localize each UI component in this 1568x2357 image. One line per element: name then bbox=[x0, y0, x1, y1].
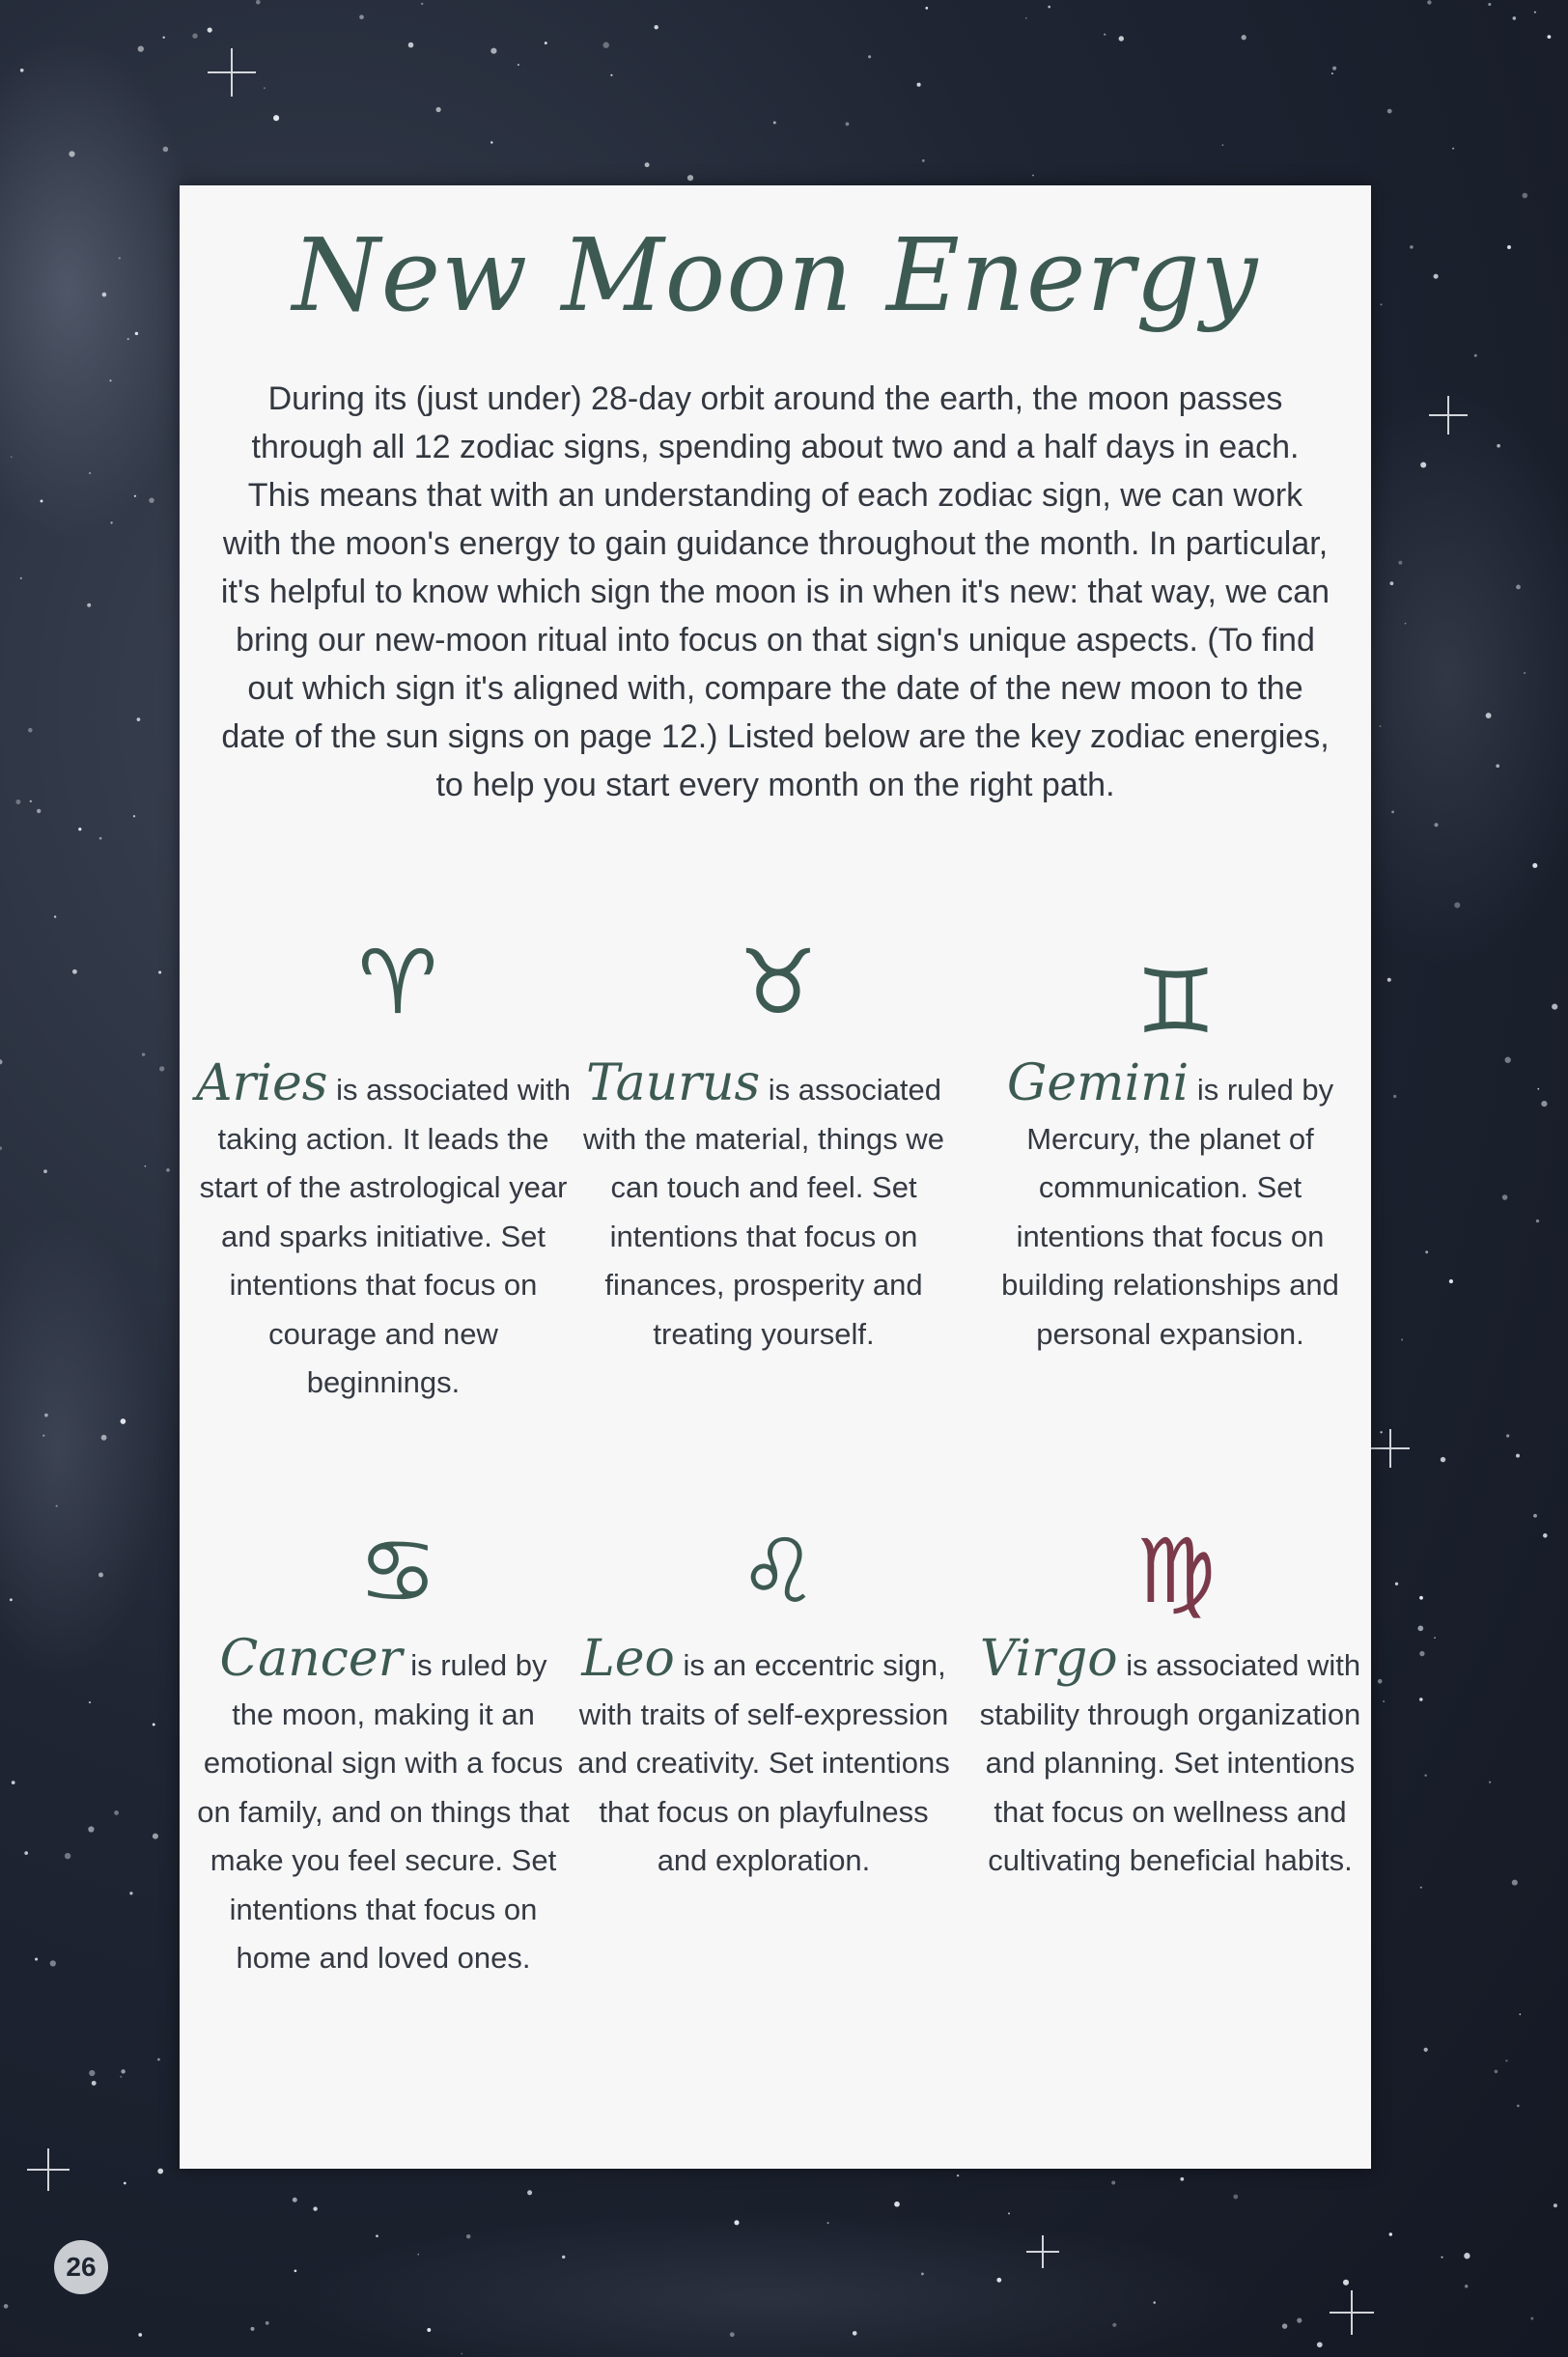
star bbox=[1380, 725, 1382, 727]
star bbox=[1119, 36, 1124, 41]
star bbox=[42, 1435, 44, 1437]
star bbox=[421, 3, 423, 5]
star bbox=[102, 293, 107, 297]
star bbox=[65, 1853, 70, 1859]
star bbox=[0, 1146, 2, 1150]
sign-name: Leo bbox=[581, 1630, 675, 1688]
star bbox=[313, 2206, 317, 2210]
star bbox=[0, 1059, 3, 1064]
star bbox=[1393, 1095, 1396, 1098]
cancer-glyph-icon: ♋ bbox=[357, 1520, 438, 1623]
star bbox=[119, 257, 121, 259]
star bbox=[1506, 1434, 1509, 1437]
star bbox=[44, 1414, 48, 1417]
star bbox=[1454, 902, 1460, 908]
star bbox=[134, 495, 136, 497]
star bbox=[101, 1435, 107, 1441]
star bbox=[1395, 1583, 1398, 1585]
star bbox=[72, 969, 77, 974]
star bbox=[490, 48, 496, 54]
star bbox=[1548, 35, 1552, 39]
star bbox=[20, 577, 22, 579]
star bbox=[98, 1572, 103, 1577]
star bbox=[149, 497, 154, 502]
star bbox=[1398, 561, 1402, 565]
star bbox=[1465, 2285, 1469, 2288]
star bbox=[1387, 978, 1391, 982]
star bbox=[153, 1834, 158, 1839]
page-number: 26 bbox=[54, 2240, 108, 2294]
star bbox=[121, 1418, 126, 1424]
star bbox=[1516, 585, 1521, 590]
star bbox=[1048, 6, 1050, 9]
sign-entry-leo bbox=[575, 1630, 952, 1886]
star bbox=[1516, 1454, 1520, 1458]
intro-paragraph: During its (just under) 28-day orbit around the earth, the moon passes through all 12 zodiac signs, spending about two and a half days in each. This means that with an understanding of each zodiac sign, we can work with the moon's energy to gain guidance throughout the month. In particular, it's helpful to know which sign the moon is in when it's new: that way, we can bring our new-moon ritual into focus on that sign's unique aspects. (To find out which sign it's aligned with, compare the date of the new moon to the date of the sun signs on page 12.) Listed below are the key zodiac energies, to help you start every month on the right path. bbox=[220, 380, 1330, 803]
sign-description: is associated with stability through organization and planning. Set intentions that focus on wellness and cultivating beneficial habits. bbox=[979, 1648, 1361, 1877]
star bbox=[1420, 1887, 1422, 1889]
star bbox=[12, 1781, 15, 1784]
star bbox=[1405, 623, 1407, 625]
sign-entry-cancer bbox=[195, 1630, 572, 1983]
sign-name: Gemini bbox=[1006, 1054, 1190, 1112]
star bbox=[110, 521, 112, 523]
gemini-glyph-icon: ♊ bbox=[1135, 950, 1217, 1053]
star bbox=[89, 1701, 91, 1703]
virgo-glyph-icon: ♍ bbox=[1135, 1520, 1217, 1623]
star bbox=[109, 379, 111, 381]
sign-description: is ruled by the moon, making it an emotional sign with a focus on family, and on things that make you feel secure. Set intentions that focus on home and loved ones. bbox=[197, 1648, 570, 1975]
star bbox=[917, 83, 921, 87]
star bbox=[1104, 34, 1106, 36]
star bbox=[1523, 193, 1528, 199]
star bbox=[1536, 1220, 1539, 1222]
sign-description: is an eccentric sign, with traits of self-expression and creativity. Set intentions that focus on playfulness and exploration. bbox=[577, 1648, 950, 1877]
star bbox=[1425, 1250, 1428, 1253]
star bbox=[163, 147, 169, 153]
star bbox=[1282, 2323, 1287, 2328]
star bbox=[827, 2222, 829, 2224]
star bbox=[1420, 462, 1426, 467]
star bbox=[138, 45, 144, 51]
star bbox=[868, 55, 871, 58]
star bbox=[1317, 2342, 1323, 2347]
star bbox=[1297, 2317, 1302, 2322]
star bbox=[142, 1052, 145, 1055]
star bbox=[24, 1851, 28, 1855]
star bbox=[1541, 1101, 1547, 1107]
star bbox=[1512, 1880, 1518, 1886]
star bbox=[138, 2333, 142, 2337]
star bbox=[15, 800, 20, 804]
star bbox=[124, 2182, 126, 2185]
sign-entry-taurus bbox=[575, 1054, 952, 1359]
star bbox=[1180, 2177, 1184, 2181]
sign-entry-gemini bbox=[977, 1054, 1363, 1359]
star bbox=[1505, 1057, 1511, 1063]
star bbox=[251, 2327, 255, 2331]
star bbox=[687, 175, 693, 181]
star bbox=[1534, 12, 1536, 14]
star bbox=[518, 64, 519, 66]
star bbox=[4, 2304, 9, 2309]
star bbox=[359, 14, 364, 19]
star bbox=[88, 1826, 94, 1832]
star bbox=[294, 2269, 297, 2272]
star bbox=[41, 499, 43, 502]
star bbox=[43, 1169, 47, 1173]
star bbox=[1464, 2253, 1470, 2259]
star bbox=[1434, 274, 1439, 279]
star bbox=[922, 159, 925, 162]
star bbox=[1537, 1088, 1539, 1090]
star bbox=[1554, 2203, 1557, 2207]
aries-glyph-icon: ♈ bbox=[357, 931, 438, 1034]
star bbox=[1513, 16, 1517, 20]
star bbox=[30, 800, 32, 802]
star bbox=[1153, 2301, 1156, 2304]
star bbox=[1008, 2212, 1010, 2214]
star bbox=[256, 0, 261, 5]
star bbox=[562, 2256, 565, 2259]
star bbox=[120, 2076, 122, 2078]
star bbox=[1533, 1514, 1537, 1518]
star bbox=[99, 837, 102, 840]
star bbox=[957, 2175, 959, 2176]
star bbox=[158, 970, 161, 973]
sign-name: Virgo bbox=[979, 1630, 1118, 1688]
star bbox=[846, 122, 850, 126]
star bbox=[56, 1505, 58, 1507]
star bbox=[466, 2234, 470, 2238]
star bbox=[54, 915, 56, 917]
page-title: New Moon Energy bbox=[292, 216, 1259, 334]
star bbox=[208, 28, 212, 33]
star bbox=[1517, 2105, 1520, 2108]
star bbox=[1419, 1698, 1423, 1701]
star bbox=[35, 1957, 38, 1960]
star bbox=[153, 1724, 155, 1726]
star bbox=[37, 809, 41, 813]
star bbox=[1331, 72, 1333, 74]
star bbox=[645, 162, 650, 167]
star bbox=[490, 141, 493, 144]
sign-description: is ruled by Mercury, the planet of communication. Set intentions that focus on building relationships and personal expansion. bbox=[1001, 1073, 1339, 1351]
star bbox=[1427, 0, 1431, 4]
star bbox=[1343, 2280, 1349, 2286]
star bbox=[1543, 1533, 1548, 1538]
star bbox=[1111, 2181, 1115, 2185]
star bbox=[50, 1960, 56, 1966]
star bbox=[1488, 3, 1491, 6]
star bbox=[1434, 1637, 1436, 1639]
star bbox=[1387, 109, 1392, 114]
star bbox=[10, 1598, 13, 1601]
star bbox=[1389, 2232, 1392, 2235]
star bbox=[87, 603, 91, 607]
star bbox=[166, 1168, 170, 1172]
star bbox=[1383, 1700, 1385, 1702]
star bbox=[921, 2272, 924, 2275]
star bbox=[145, 1165, 147, 1167]
star bbox=[159, 1066, 164, 1071]
star bbox=[1112, 2323, 1116, 2327]
star bbox=[1505, 2060, 1507, 2062]
star bbox=[114, 1810, 119, 1815]
star bbox=[1449, 1279, 1453, 1283]
star bbox=[894, 2202, 900, 2207]
star bbox=[1474, 354, 1477, 357]
star bbox=[527, 2190, 532, 2195]
star bbox=[1424, 1775, 1426, 1777]
star bbox=[129, 1892, 132, 1894]
star bbox=[1532, 863, 1537, 868]
star bbox=[92, 2081, 97, 2086]
star bbox=[121, 2069, 125, 2073]
sign-description: is associated with the material, things we can touch and feel. Set intentions that focus on finances, prosperity and treating yourself. bbox=[583, 1073, 944, 1351]
star bbox=[137, 717, 141, 721]
star bbox=[1025, 17, 1027, 19]
star bbox=[545, 42, 547, 44]
star bbox=[127, 338, 129, 340]
star bbox=[1233, 2195, 1238, 2200]
star bbox=[734, 2220, 739, 2225]
star bbox=[1489, 1782, 1491, 1783]
star bbox=[1391, 811, 1394, 814]
star bbox=[435, 107, 440, 112]
star bbox=[28, 728, 33, 733]
star bbox=[1378, 1679, 1383, 1684]
star bbox=[1419, 1651, 1424, 1656]
taurus-glyph-icon: ♉ bbox=[738, 931, 819, 1034]
star bbox=[1496, 764, 1499, 768]
star bbox=[1530, 2317, 1533, 2320]
star bbox=[1524, 672, 1526, 674]
sign-name: Cancer bbox=[219, 1630, 403, 1688]
star bbox=[427, 2328, 431, 2332]
star bbox=[1380, 303, 1382, 305]
star bbox=[461, 2353, 462, 2355]
star bbox=[1507, 245, 1511, 249]
star bbox=[69, 151, 74, 156]
star bbox=[11, 456, 13, 458]
star bbox=[1417, 1626, 1423, 1632]
star bbox=[730, 2332, 735, 2337]
sign-name: Aries bbox=[195, 1054, 328, 1112]
star bbox=[853, 2331, 857, 2336]
star bbox=[78, 828, 81, 830]
star bbox=[773, 122, 776, 125]
star bbox=[1380, 1431, 1382, 1433]
star bbox=[192, 34, 197, 39]
star bbox=[1502, 1194, 1508, 1200]
star bbox=[135, 332, 138, 335]
star bbox=[1441, 2257, 1442, 2259]
star bbox=[162, 37, 164, 39]
sign-entry-virgo bbox=[977, 1630, 1363, 1886]
star bbox=[89, 472, 91, 474]
star bbox=[1410, 245, 1414, 249]
star bbox=[273, 115, 279, 121]
star bbox=[1424, 2048, 1428, 2052]
star bbox=[925, 7, 928, 10]
star bbox=[266, 2321, 269, 2325]
star bbox=[655, 25, 658, 29]
star bbox=[1441, 1457, 1445, 1462]
star bbox=[1452, 148, 1454, 150]
star bbox=[1497, 444, 1500, 448]
sign-description: is associated with taking action. It leads the start of the astrological year and sparks initiative. Set intentions that focus on courage and new beginnings. bbox=[199, 1073, 572, 1399]
star bbox=[610, 74, 612, 76]
star bbox=[1332, 67, 1336, 70]
star bbox=[1242, 35, 1246, 40]
star bbox=[264, 87, 266, 89]
star bbox=[408, 42, 414, 48]
star bbox=[157, 2169, 163, 2175]
star bbox=[603, 42, 609, 48]
star bbox=[996, 2278, 1001, 2283]
star bbox=[1390, 581, 1394, 585]
leo-glyph-icon: ♌ bbox=[738, 1520, 819, 1623]
sign-entry-aries bbox=[195, 1054, 572, 1408]
star bbox=[376, 2234, 378, 2237]
star bbox=[1552, 1004, 1557, 1010]
star bbox=[157, 2059, 160, 2062]
star bbox=[417, 2254, 419, 2256]
star bbox=[1222, 144, 1224, 146]
star bbox=[1520, 2013, 1522, 2015]
star bbox=[1495, 2069, 1498, 2073]
star bbox=[1434, 823, 1438, 827]
sign-name: Taurus bbox=[585, 1054, 761, 1112]
star bbox=[1419, 1596, 1423, 1600]
star bbox=[20, 69, 24, 72]
star bbox=[133, 815, 135, 817]
content-panel bbox=[180, 185, 1371, 2169]
star bbox=[293, 2198, 297, 2203]
star bbox=[89, 2070, 95, 2076]
star bbox=[1401, 1339, 1403, 1341]
star bbox=[1486, 713, 1492, 718]
star bbox=[1032, 175, 1034, 177]
